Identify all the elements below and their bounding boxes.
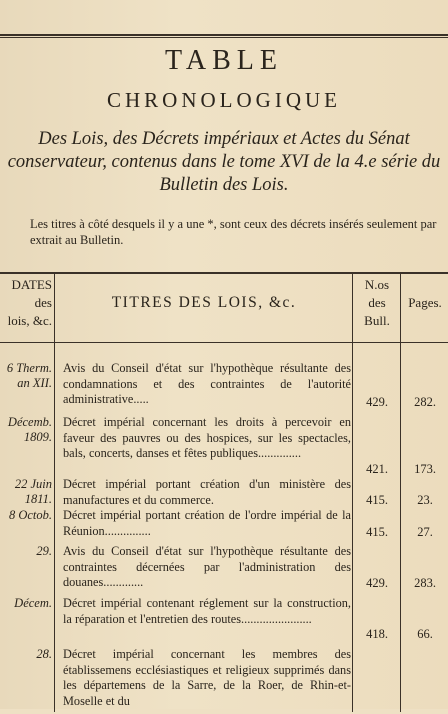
top-rule-thin	[0, 37, 448, 38]
row-date: 28.	[36, 647, 52, 661]
page-title: TABLE	[165, 45, 283, 76]
row-bulletin-num: 418.	[366, 627, 388, 641]
col-num-header: N.os des Bull.	[364, 277, 390, 328]
row-bulletin-num: 415.	[366, 493, 388, 507]
row-bulletin-num: 421.	[366, 462, 388, 476]
row-text: Décret impérial portant création de l'ordre impérial de la Réunion...............	[63, 508, 351, 538]
row-bulletin-num: 415.	[366, 525, 388, 539]
row-page: 283.	[414, 576, 436, 590]
row-date: Décemb. 1809.	[7, 415, 52, 444]
column-divider	[54, 272, 55, 712]
row-text: Décret impérial concernant les membres des établissemens ecclésiastiques et religieux supprimés dans les départemens de la Sarre, de la Roer, de Rhin-et-Moselle et du	[63, 647, 351, 708]
col-pages-header: Pages.	[408, 295, 442, 310]
row-date: Décem.	[14, 596, 52, 610]
header-divider	[0, 342, 448, 343]
row-date: 8 Octob.	[8, 508, 52, 522]
row-text: Décret impérial concernant les droits à percevoir en faveur des pauvres ou des hospices, sur les spectacles, bals, concerts, danses et fêtes publiques..............	[63, 415, 351, 461]
description: Des Lois, des Décrets impériaux et Actes du Sénat conservateur, contenus dans le tome XVI de la 4.e série du Bulletin des Lois.	[7, 129, 441, 195]
row-page: 27.	[417, 525, 433, 539]
row-bulletin-num: 429.	[366, 576, 388, 590]
row-date: 6 Therm. an XII.	[6, 361, 52, 390]
row-page: 66.	[417, 627, 433, 641]
row-page: 23.	[417, 493, 433, 507]
col-titles-header: TITRES DES LOIS, &c.	[111, 294, 297, 311]
page-subtitle: CHRONOLOGIQUE	[107, 88, 341, 112]
note: Les titres à côté desquels il y a une *, sont ceux des décrets insérés seulement par extrait au Bulletin.	[30, 217, 437, 247]
row-page: 282.	[414, 395, 436, 409]
row-text: Avis du Conseil d'état sur l'hypothèque résultante des condamnations et des contraintes de l'autorité administrative.....	[63, 361, 351, 407]
row-date: 22 Juin 1811.	[14, 477, 52, 506]
col-dates-header: DATES des lois, &c.	[7, 277, 52, 328]
column-divider	[352, 272, 353, 712]
row-text: Décret impérial portant création d'un ministère des manufactures et du commerce.	[63, 477, 351, 507]
row-bulletin-num: 429.	[366, 395, 388, 409]
column-divider	[400, 272, 401, 712]
row-page: 173.	[414, 462, 436, 476]
row-text: Décret impérial contenant réglement sur la construction, la réparation et l'entretien des routes.......................	[63, 596, 351, 626]
row-date: 29.	[36, 544, 52, 558]
top-rule	[0, 34, 448, 36]
row-text: Avis du Conseil d'état sur l'hypothèque résultante des contraintes décernées par l'administration des douanes.............	[63, 544, 351, 590]
